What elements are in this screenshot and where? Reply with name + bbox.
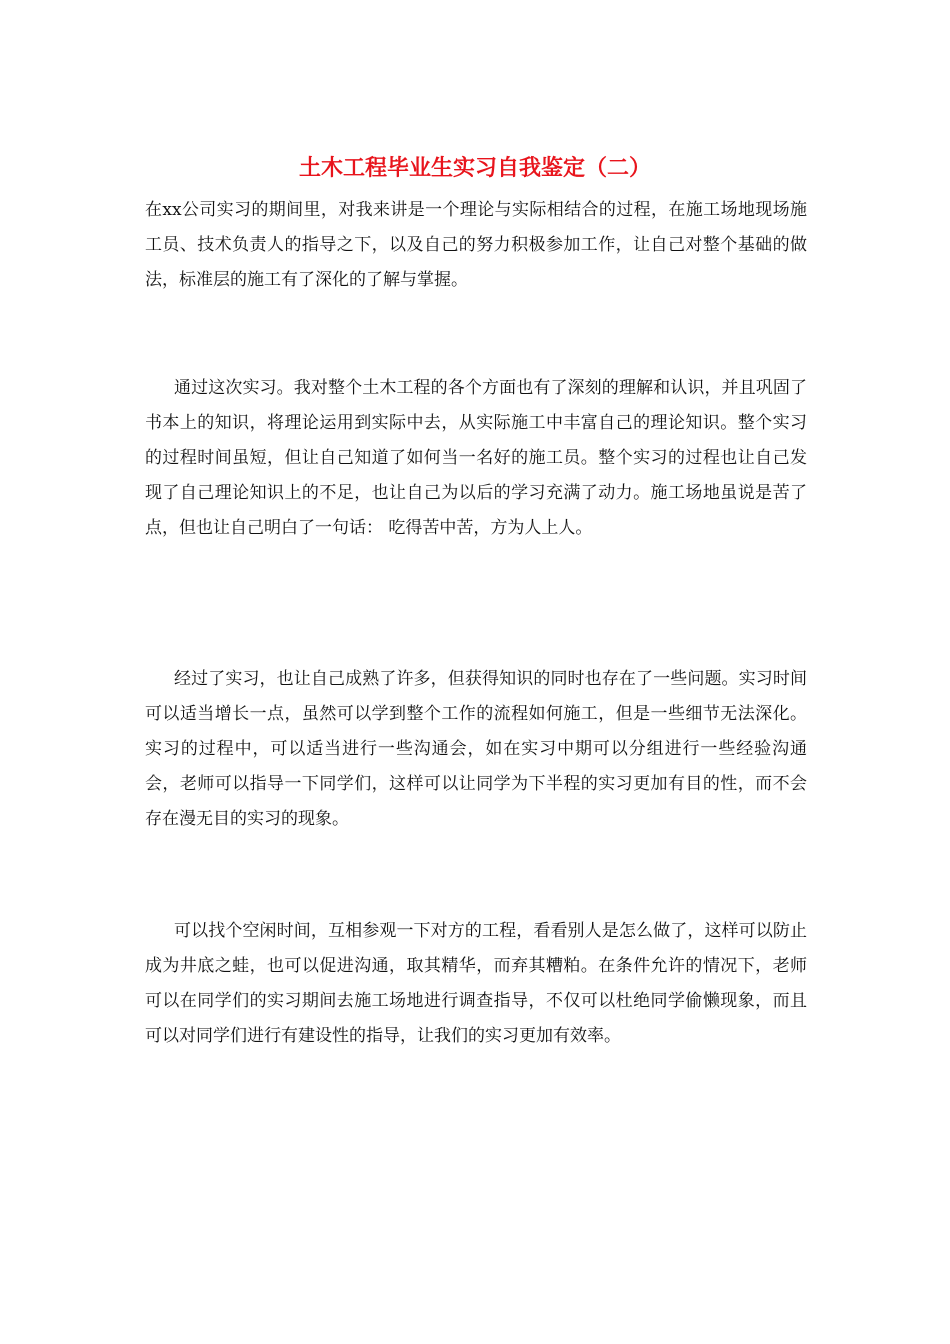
paragraph-1: 在xx公司实习的期间里，对我来讲是一个理论与实际相结合的过程，在施工场地现场施工员、技术负责人的指导之下，以及自己的努力积极参加工作，让自己对整个基础的做法，标准层的施工有了深化的了解与掌握。 (145, 200, 807, 290)
paragraph-3: 经过了实习，也让自己成熟了许多，但获得知识的同时也存在了一些问题。实习时间可以适当增长一点，虽然可以学到整个工作的流程如何施工，但是一些细节无法深化。实习的过程中，可以适当进行一些沟通会，如在实习中期可以分组进行一些经验沟通会，老师可以指导一下同学们，这样可以让同学为下半程的实习更加有目的性，而不会存在漫无目的实习的现象。 (145, 669, 807, 829)
paragraph-4: 可以找个空闲时间，互相参观一下对方的工程，看看别人是怎么做了，这样可以防止成为井底之蛙，也可以促进沟通，取其精华，而弃其糟粕。在条件允许的情况下，老师可以在同学们的实习期间去施工场地进行调查指导，不仅可以杜绝同学偷懒现象，而且可以对同学们进行有建设性的指导，让我们的实习更加有效率。 (145, 921, 807, 1046)
document-title: 土木工程毕业生实习自我鉴定（二） (298, 155, 651, 181)
paragraph-2: 通过这次实习。我对整个土木工程的各个方面也有了深刻的理解和认识，并且巩固了书本上的知识，将理论运用到实际中去，从实际施工中丰富自己的理论知识。整个实习的过程时间虽短，但让自己知道了如何当一名好的施工员。整个实习的过程也让自己发现了自己理论知识上的不足，也让自己为以后的学习充满了动力。施工场地虽说是苦了点，但也让自己明白了一句话： 吃得苦中苦，方为人上人。 (145, 378, 807, 538)
